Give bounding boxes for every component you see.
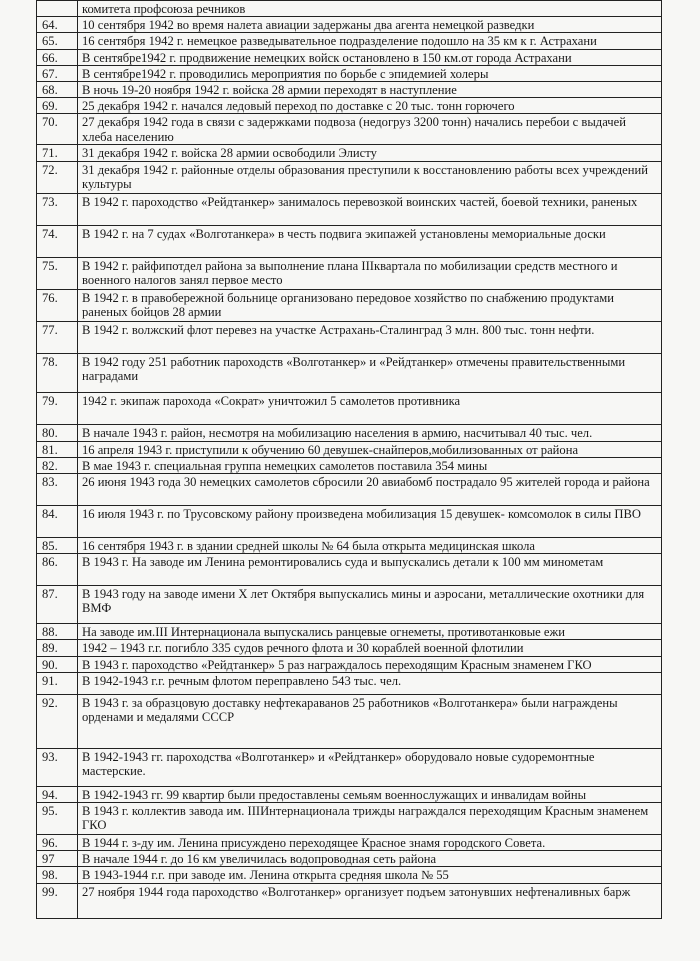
row-event-text: В 1942 году 251 работник пароходств «Волготанкер» и «Рейдтанкер» отмечены правительственными наградами [78, 353, 662, 392]
table-row [37, 835, 662, 851]
table-row [37, 640, 662, 656]
row-event-text: 16 сентября 1942 г. немецкое разведывательное подразделение подошло на 35 км к г. Астрахани [78, 33, 662, 49]
row-event-text: 26 июня 1943 года 30 немецких самолетов сбросили 20 авиабомб пострадало 95 жителей города и района [78, 474, 662, 506]
row-number: 76. [37, 289, 78, 321]
row-event-text: 25 декабря 1942 г. начался ледовый переход по доставке с 20 тыс. тонн горючего [78, 98, 662, 114]
row-number: 82. [37, 457, 78, 473]
table-row [37, 65, 662, 81]
row-event-text: В 1943-1944 г.г. при заводе им. Ленина открыта средняя школа № 55 [78, 867, 662, 883]
row-number [37, 1, 78, 17]
row-number: 75. [37, 257, 78, 289]
row-number: 98. [37, 867, 78, 883]
row-number: 86. [37, 554, 78, 586]
row-event-text: В 1942 г. райфипотдел района за выполнение плана IIIквартала по мобилизации средств местного и военного налогов занял первое место [78, 257, 662, 289]
table-row [37, 441, 662, 457]
row-number: 67. [37, 65, 78, 81]
table-row [37, 114, 662, 145]
row-number: 94. [37, 786, 78, 802]
row-number: 78. [37, 353, 78, 392]
row-number: 97 [37, 851, 78, 867]
table-row [37, 49, 662, 65]
table-row [37, 98, 662, 114]
row-number: 91. [37, 672, 78, 694]
table-row [37, 803, 662, 835]
table-row [37, 786, 662, 802]
table-row [37, 193, 662, 225]
row-event-text: 10 сентября 1942 во время налета авиации задержаны два агента немецкой разведки [78, 17, 662, 33]
row-event-text: В начале 1943 г. район, несмотря на мобилизацию населения в армию, насчитывал 40 тыс. чел. [78, 424, 662, 441]
row-number: 88. [37, 624, 78, 640]
table-row [37, 161, 662, 193]
row-number: 70. [37, 114, 78, 145]
row-event-text: 1942 – 1943 г.г. погибло 335 судов речного флота и 30 кораблей военной флотилии [78, 640, 662, 656]
row-number: 74. [37, 225, 78, 257]
row-event-text: 31 декабря 1942 г. войска 28 армии освободили Элисту [78, 145, 662, 161]
row-event-text: В ночь 19-20 ноября 1942 г. войска 28 армии переходят в наступление [78, 82, 662, 98]
row-event-text: 16 июля 1943 г. по Трусовскому району произведена мобилизация 15 девушек- комсомолок в силы ПВО [78, 506, 662, 538]
row-event-text: 16 апреля 1943 г. приступили к обучению 60 девушек-снайперов,мобилизованных от района [78, 441, 662, 457]
row-number: 73. [37, 193, 78, 225]
row-number: 85. [37, 538, 78, 554]
row-event-text: В сентябре1942 г. проводились мероприятия по борьбе с эпидемией холеры [78, 65, 662, 81]
row-number: 92. [37, 694, 78, 748]
row-number: 71. [37, 145, 78, 161]
row-event-text: В начале 1944 г. до 16 км увеличилась водопроводная сеть района [78, 851, 662, 867]
table-row [37, 586, 662, 624]
table-row [37, 554, 662, 586]
chronology-table [36, 0, 662, 919]
table-row [37, 289, 662, 321]
row-event-text: В 1942-1943 гг. 99 квартир были предоставлены семьям военнослужащих и инвалидам войны [78, 786, 662, 802]
table-row [37, 424, 662, 441]
row-number: 96. [37, 835, 78, 851]
row-number: 95. [37, 803, 78, 835]
row-event-text: В 1942 г. пароходство «Рейдтанкер» занималось перевозкой воинских частей, боевой техники, раненых [78, 193, 662, 225]
row-number: 87. [37, 586, 78, 624]
row-event-text: 16 сентября 1943 г. в здании средней школы № 64 была открыта медицинская школа [78, 538, 662, 554]
table-row [37, 225, 662, 257]
table-row [37, 33, 662, 49]
row-event-text: 31 декабря 1942 г. районные отделы образования преступили к восстановлению работы всех учреждений культуры [78, 161, 662, 193]
row-number: 83. [37, 474, 78, 506]
row-event-text: В 1942 г. на 7 судах «Волготанкера» в честь подвига экипажей установлены мемориальные доски [78, 225, 662, 257]
row-event-text: В 1942 г. в правобережной больнице организовано передовое хозяйство по снабжению продуктами раненых бойцов 28 армии [78, 289, 662, 321]
document-page [36, 0, 662, 919]
table-row [37, 257, 662, 289]
table-row [37, 656, 662, 672]
table-row [37, 851, 662, 867]
table-row [37, 694, 662, 748]
row-event-text: комитета профсоюза речников [78, 1, 662, 17]
row-number: 90. [37, 656, 78, 672]
row-event-text: В 1942-1943 гг. пароходства «Волготанкер» и «Рейдтанкер» оборудовало новые судоремонтные мастерские. [78, 748, 662, 786]
table-row [37, 457, 662, 473]
table-row [37, 17, 662, 33]
row-number: 81. [37, 441, 78, 457]
row-event-text: В 1943 году на заводе имени X лет Октября выпускались мины и аэросани, металлические охотники для ВМФ [78, 586, 662, 624]
row-event-text: 27 ноября 1944 года пароходство «Волготанкер» организует подъем затонувших нефтеналивных барж [78, 883, 662, 918]
table-row [37, 748, 662, 786]
table-row [37, 321, 662, 353]
row-number: 64. [37, 17, 78, 33]
row-number: 80. [37, 424, 78, 441]
table-row [37, 145, 662, 161]
row-event-text: 27 декабря 1942 года в связи с задержками подвоза (недогруз 3200 тонн) начались перебои с выдачей хлеба населению [78, 114, 662, 145]
row-event-text: В сентябре1942 г. продвижение немецких войск остановлено в 150 км.от города Астрахани [78, 49, 662, 65]
row-event-text: В 1943 г. коллектив завода им. IIIИнтернационала трижды награждался переходящим Красным знаменем ГКО [78, 803, 662, 835]
row-number: 69. [37, 98, 78, 114]
table-row [37, 867, 662, 883]
row-event-text: В 1942 г. волжский флот перевез на участке Астрахань-Сталинград 3 млн. 800 тыс. тонн нефти. [78, 321, 662, 353]
table-row [37, 883, 662, 918]
row-event-text: В 1943 г. пароходство «Рейдтанкер» 5 раз награждалось переходящим Красным знаменем ГКО [78, 656, 662, 672]
row-number: 99. [37, 883, 78, 918]
row-number: 72. [37, 161, 78, 193]
table-row [37, 1, 662, 17]
row-event-text: 1942 г. экипаж парохода «Сократ» уничтожил 5 самолетов противника [78, 392, 662, 424]
row-number: 84. [37, 506, 78, 538]
table-row [37, 353, 662, 392]
table-row [37, 506, 662, 538]
row-number: 79. [37, 392, 78, 424]
table-row [37, 392, 662, 424]
table-row [37, 474, 662, 506]
row-number: 77. [37, 321, 78, 353]
table-row [37, 82, 662, 98]
row-event-text: В 1943 г. за образцовую доставку нефтекараванов 25 работников «Волготанкера» были награждены орденами и медалями СССР [78, 694, 662, 748]
row-event-text: В 1942-1943 г.г. речным флотом переправлено 543 тыс. чел. [78, 672, 662, 694]
row-number: 93. [37, 748, 78, 786]
table-row [37, 672, 662, 694]
row-event-text: На заводе им.III Интернационала выпускались ранцевые огнеметы, противотанковые ежи [78, 624, 662, 640]
row-event-text: В 1943 г. На заводе им Ленина ремонтировались суда и выпускались детали к 100 мм минометам [78, 554, 662, 586]
row-number: 68. [37, 82, 78, 98]
row-number: 66. [37, 49, 78, 65]
row-number: 65. [37, 33, 78, 49]
row-event-text: В мае 1943 г. специальная группа немецких самолетов поставила 354 мины [78, 457, 662, 473]
table-row [37, 624, 662, 640]
row-number: 89. [37, 640, 78, 656]
row-event-text: В 1944 г. з-ду им. Ленина присуждено переходящее Красное знамя городского Совета. [78, 835, 662, 851]
table-row [37, 538, 662, 554]
